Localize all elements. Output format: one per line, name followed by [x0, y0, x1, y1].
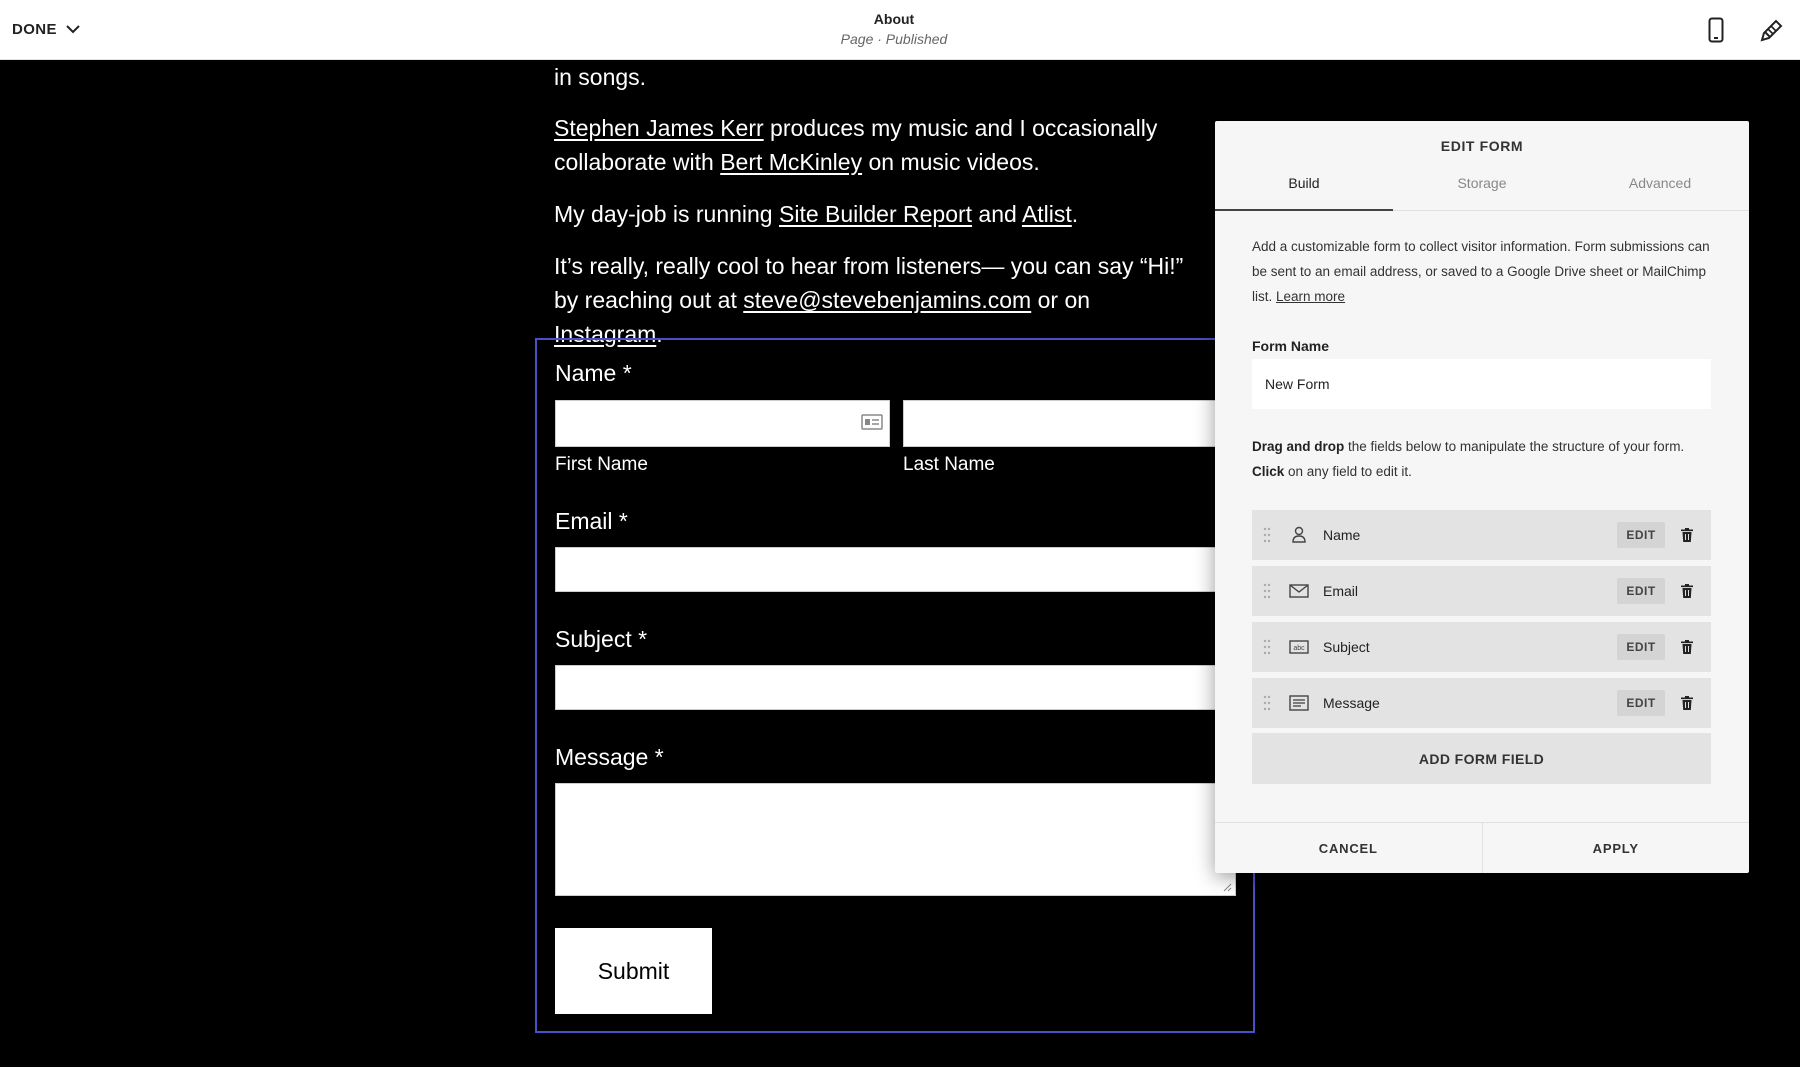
email-input[interactable] — [555, 547, 1223, 592]
apply-button[interactable]: APPLY — [1482, 823, 1750, 873]
email-label: Email * — [555, 508, 628, 534]
message-label: Message * — [555, 744, 664, 770]
tab-advanced[interactable]: Advanced — [1628, 175, 1692, 191]
contact-card-icon — [861, 413, 883, 431]
field-label: Message — [1323, 695, 1380, 711]
field-label: Name — [1323, 527, 1361, 543]
site-styles-brush-icon[interactable] — [1756, 14, 1788, 46]
first-name-input[interactable] — [555, 400, 890, 447]
trash-icon[interactable] — [1679, 526, 1695, 544]
form-description: Add a customizable form to collect visitor information. Form submissions can be sent to an email address, or saved to a Google Drive sheet or MailChimp list. Learn more — [1252, 239, 1710, 304]
panel-tabs — [1215, 163, 1749, 211]
first-name-label: First Name — [555, 454, 648, 475]
about-text — [554, 111, 1194, 369]
field-label: Subject — [1323, 639, 1370, 655]
field-row-name[interactable] — [1252, 510, 1711, 560]
editor-top-bar — [0, 0, 1800, 60]
drag-drop-note: Drag and drop the fields below to manipulate the structure of your form. Click on any field to edit it. — [1252, 439, 1685, 479]
resize-handle-icon[interactable] — [1222, 882, 1232, 892]
textarea-icon — [1289, 693, 1309, 713]
trash-icon[interactable] — [1679, 582, 1695, 600]
form-name-label: Form Name — [1252, 338, 1330, 354]
field-row-email[interactable] — [1252, 566, 1711, 616]
panel-title: EDIT FORM — [1440, 138, 1524, 154]
edit-message-field-button[interactable]: EDIT — [1617, 690, 1665, 716]
paragraph-contact: It’s really, really cool to hear from listeners— you can say “Hi!” by reaching out at steve@stevebenjamins.com or on Instagram. — [554, 253, 1184, 347]
tab-build[interactable]: Build — [1215, 163, 1393, 210]
field-label: Email — [1323, 583, 1359, 599]
intro-tail-text: in songs. — [554, 64, 647, 90]
envelope-icon — [1289, 581, 1309, 601]
edit-email-field-button[interactable]: EDIT — [1617, 578, 1665, 604]
page-status: Page · Published — [840, 31, 948, 47]
last-name-label: Last Name — [903, 454, 995, 475]
cancel-button[interactable]: CANCEL — [1318, 840, 1378, 856]
page-meta — [794, 11, 994, 47]
panel-footer — [1215, 822, 1749, 873]
text-field-icon — [1289, 637, 1309, 657]
last-name-input[interactable] — [903, 400, 1223, 447]
submit-button[interactable]: Submit — [555, 928, 712, 1014]
drag-handle-icon[interactable] — [1263, 582, 1271, 600]
link-bert-mckinley[interactable]: Bert McKinley — [720, 149, 863, 175]
tab-storage[interactable]: Storage — [1457, 175, 1507, 191]
form-block-selected[interactable] — [535, 338, 1255, 1033]
message-textarea[interactable] — [555, 783, 1236, 896]
name-label: Name * — [555, 360, 632, 386]
learn-more-link[interactable]: Learn more — [1276, 289, 1346, 304]
link-stephen-james-kerr[interactable]: Stephen James Kerr — [554, 115, 764, 141]
mobile-preview-icon[interactable] — [1700, 14, 1732, 46]
link-email[interactable]: steve@stevebenjamins.com — [743, 287, 1032, 313]
add-form-field-button[interactable]: ADD FORM FIELD — [1252, 733, 1711, 784]
edit-subject-field-button[interactable]: EDIT — [1617, 634, 1665, 660]
edit-name-field-button[interactable]: EDIT — [1617, 522, 1665, 548]
drag-handle-icon[interactable] — [1263, 526, 1271, 544]
chevron-down-icon — [65, 21, 81, 37]
paragraph-day-job: My day-job is running Site Builder Report and Atlist. — [554, 201, 1079, 227]
person-icon — [1289, 525, 1309, 545]
page-title: About — [873, 11, 915, 27]
field-row-subject[interactable] — [1252, 622, 1711, 672]
form-name-input[interactable] — [1252, 359, 1711, 409]
drag-handle-icon[interactable] — [1263, 638, 1271, 656]
done-button[interactable] — [12, 18, 81, 40]
trash-icon[interactable] — [1679, 694, 1695, 712]
edit-form-panel — [1215, 121, 1749, 873]
subject-input[interactable] — [555, 665, 1223, 710]
field-row-message[interactable] — [1252, 678, 1711, 728]
link-site-builder-report[interactable]: Site Builder Report — [779, 201, 973, 227]
paragraph-collaborators: Stephen James Kerr produces my music and I occasionally collaborate with Bert McKinley on music videos. — [554, 115, 1158, 175]
trash-icon[interactable] — [1679, 638, 1695, 656]
drag-handle-icon[interactable] — [1263, 694, 1271, 712]
link-atlist[interactable]: Atlist — [1021, 201, 1072, 227]
svg-text:abc: abc — [1293, 645, 1305, 652]
done-label: DONE — [12, 20, 57, 38]
subject-label: Subject * — [555, 626, 648, 652]
link-instagram[interactable]: Instagram — [554, 321, 657, 347]
